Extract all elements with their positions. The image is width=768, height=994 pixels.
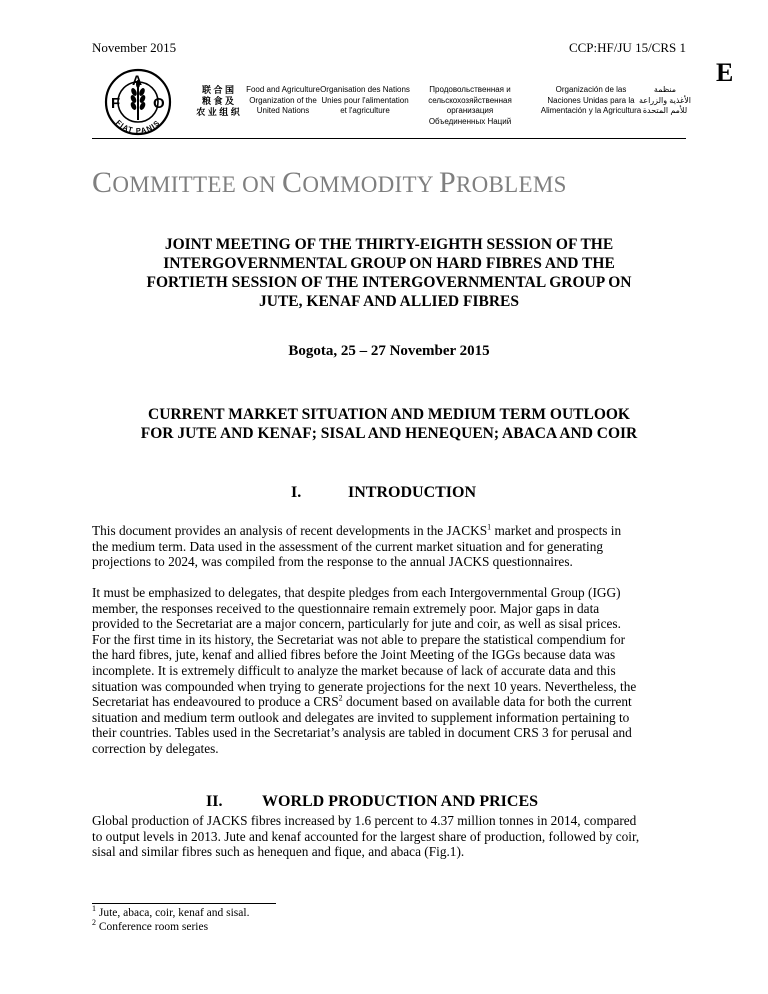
paragraph-3: Global production of JACKS fibres increased by 1.6 percent to 4.37 million tonnes in 2014, compared to output levels in 2013. Jute and kenaf accounted for the largest share of production, followed by coir, sisal and similar fibres such as henequen and fique, and abaca (Fig.1). bbox=[92, 813, 640, 860]
footnote-ref-1: 1 bbox=[487, 522, 492, 532]
section-2-title: WORLD PRODUCTION AND PRICES bbox=[262, 793, 539, 810]
paragraph-2: It must be emphasized to delegates, that despite pledges from each Intergovernmental Group (IGG) member, the responses received to the questionnaire remain extremely poor. Major gaps in data provided to the Secretariat are a major concern, particularly for jute and coir, as well as sisal prices. For the first time in its history, the Secretariat was not able to prepare the statistical compendium for the hard fibres, jute, kenaf and allied fibres before the Joint Meeting of the IGGs because data was incomplete. It is extremely difficult to analyze the market because of lack of accurate data and this situation was compounded when trying to generate projections for the next 10 years. Nevertheless, the Secretariat has endeavoured to produce a CRS$^2$ document based on available data for both the current situation and medium term outlook and delegates are invited to supplement information pertaining to their countries. Tables used in the Secretariat’s analysis are tabled in document CRS 3 for perusal and correction by delegates. bbox=[92, 585, 637, 756]
venue-date: Bogota, 25 – 27 November 2015 bbox=[288, 343, 490, 359]
footnote-1: $^1$ Jute, abaca, coir, kenaf and sisal. bbox=[92, 904, 250, 919]
fao-logo bbox=[90, 68, 188, 138]
document-title: CURRENT MARKET SITUATION AND MEDIUM TERM OUTLOOK FOR JUTE AND KENAF; SISAL AND HENEQUEN; ABACA AND COIR bbox=[140, 406, 638, 442]
logo-motto: FIAT PANIS bbox=[114, 118, 162, 136]
document-code: CCP:HF/JU 15/CRS 1 bbox=[568, 40, 686, 55]
section-1-number: I. bbox=[291, 484, 302, 501]
paragraph-1: This document provides an analysis of recent developments in the JACKS$^1$ market and prospects in the medium term. Data used in the assessment of the current market situation and for generating projections to 2024, was compiled from the response to the annual JACKS questionnaires. bbox=[92, 522, 622, 570]
logo-letter-f: F bbox=[111, 95, 121, 112]
svg-text:FIAT PANIS bbox=[114, 118, 162, 135]
committee-heading: COMMITTEE ON COMMODITY PROBLEMS bbox=[92, 166, 567, 199]
org-name-english: Food and Agriculture Organization of the United Nations bbox=[246, 85, 320, 115]
header-rule bbox=[92, 138, 686, 139]
logo-letter-o: O bbox=[153, 95, 165, 112]
logo-letter-a: A bbox=[132, 72, 143, 88]
org-name-french: Organisation des Nations Unies pour l'alimentation et l'agriculture bbox=[320, 85, 410, 115]
meeting-title: JOINT MEETING OF THE THIRTY-EIGHTH SESSION OF THE INTERGOVERNMENTAL GROUP ON HARD FIBRES AND THE FORTIETH SESSION OF THE INTERGOVERNMENTAL GROUP ON JUTE, KENAF AND ALLIED FIBRES bbox=[146, 236, 632, 310]
footnote-2: $^2$ Conference room series bbox=[92, 918, 209, 933]
section-1-title: INTRODUCTION bbox=[348, 484, 477, 501]
org-name-arabic: منظمة الأغذية والزراعة للأمم المتحدة bbox=[639, 85, 691, 115]
document-date: November 2015 bbox=[92, 40, 177, 55]
language-code: E bbox=[716, 58, 734, 87]
org-name-spanish: Organización de las Naciones Unidas para la Alimentación y la Agricultura bbox=[540, 85, 642, 115]
footnote-ref-2: 2 bbox=[338, 693, 343, 703]
org-name-chinese: 联 合 国 粮 食 及 农 业 组 织 bbox=[196, 85, 240, 117]
footnote-rule bbox=[92, 903, 276, 904]
section-2-number: II. bbox=[206, 793, 223, 810]
org-name-russian: Продовольственная и сельскохозяйственная организация Объединенных Наций bbox=[428, 85, 512, 126]
